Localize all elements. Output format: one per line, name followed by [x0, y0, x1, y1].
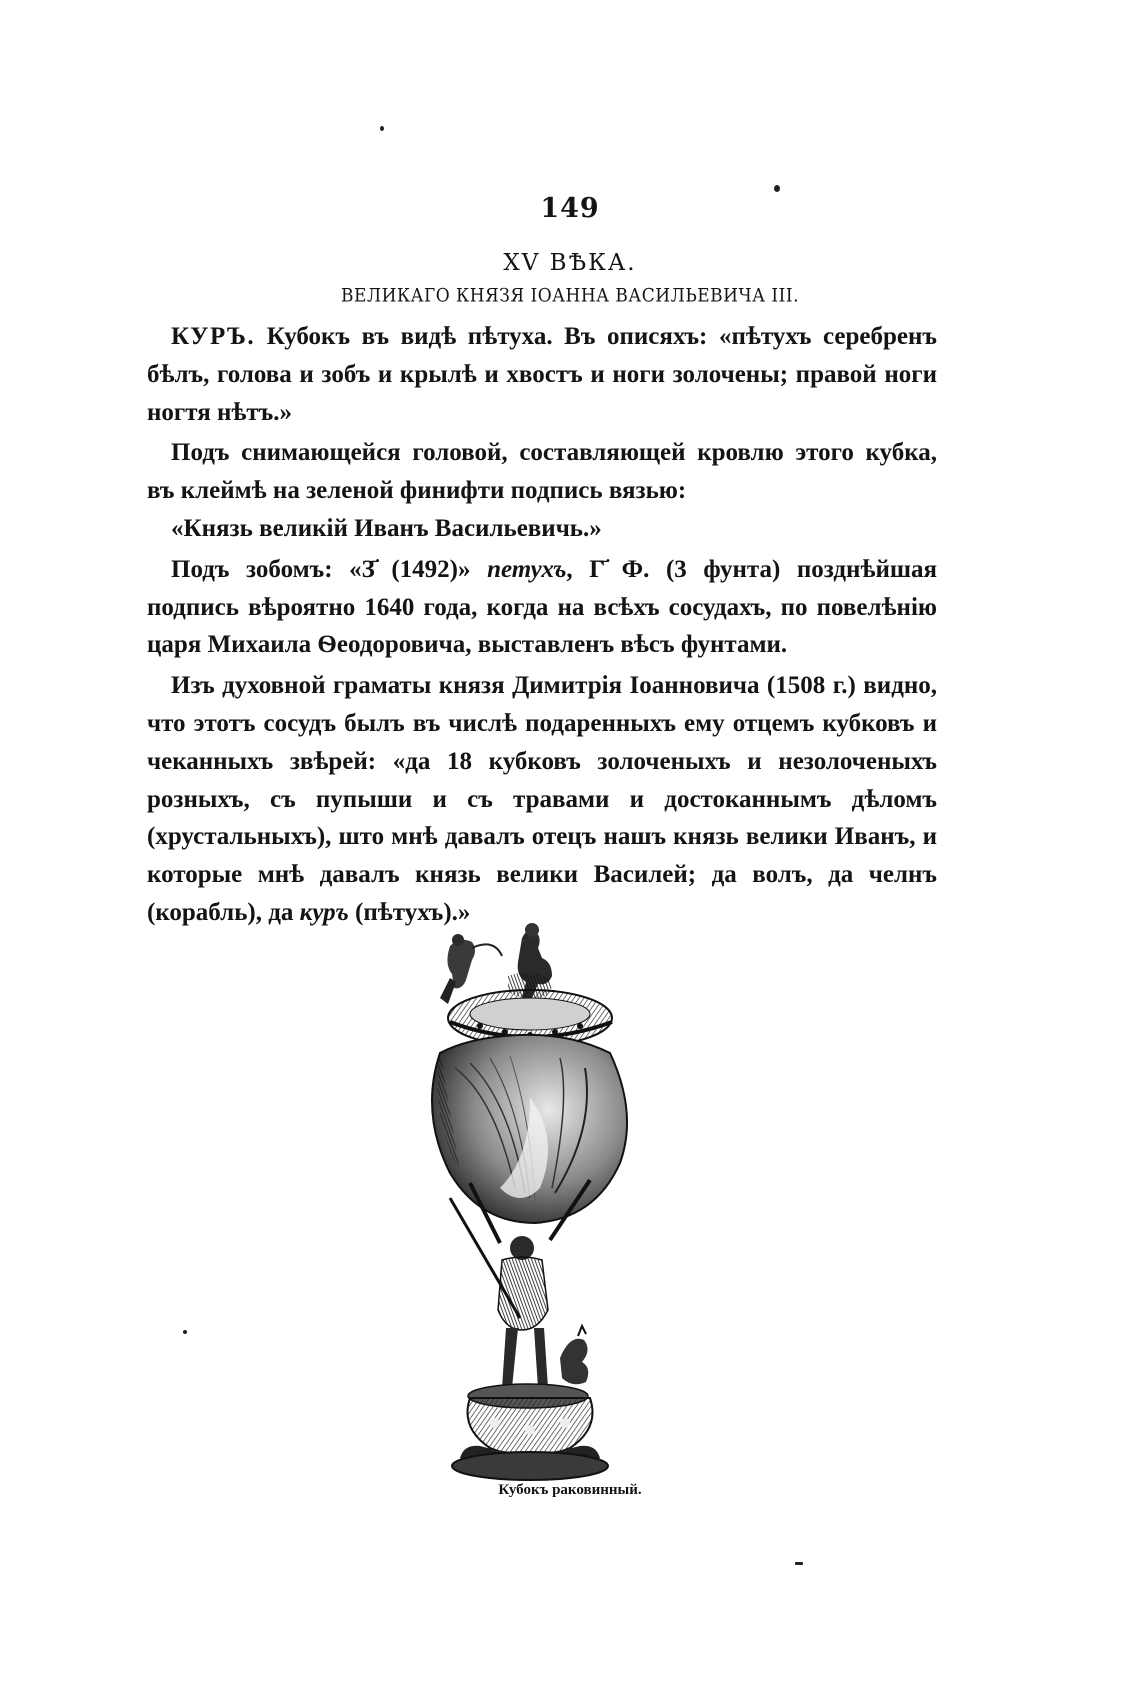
- shell-cup: [432, 1035, 627, 1223]
- scan-speck: [183, 1330, 187, 1334]
- italic-word: петухъ: [487, 555, 567, 583]
- paragraph: [147, 318, 937, 431]
- entry-term: КУРЪ.: [171, 323, 256, 350]
- base-creature: [560, 1326, 588, 1384]
- paragraph-text: Кубокъ въ видѣ пѣтуха. Въ описяхъ: «пѣтухъ серебренъ бѣлъ, голова и зобъ и крылѣ и хвостъ и ноги золочены; правой ноги ногтя нѣтъ.»: [147, 323, 937, 426]
- goblet-base: [452, 1384, 608, 1480]
- paragraph-text: , Г҃ Ф. (3 фунта) позднѣйшая подпись вѣроятно 1640 года, когда на всѣхъ сосудахъ, по повелѣнію царя Михаила Ѳеодоровича, выставленъ вѣсъ фунтами.: [147, 555, 937, 659]
- paragraph-text: (пѣтухъ).»: [348, 898, 471, 926]
- body-text: [147, 318, 937, 932]
- paragraph: [147, 667, 937, 932]
- section-subtitle: ВЕЛИКАГО КНЯЗЯ ІОАННА ВАСИЛЬЕВИЧА III.: [341, 285, 799, 307]
- italic-word: куръ: [299, 898, 349, 926]
- paragraph: [147, 551, 937, 664]
- rider-figure: [508, 923, 552, 998]
- section-title: XV ВѢКА.: [503, 250, 637, 276]
- page-number: 149: [540, 193, 600, 224]
- inscription-quote: «Князь великій Иванъ Васильевичь.»: [171, 514, 602, 542]
- paragraph-text: Подъ зобомъ: «З҃ (1492)»: [171, 555, 488, 583]
- scan-speck: [774, 185, 780, 192]
- paragraph-text: Изъ духовной граматы князя Димитрія Іоанновича (1508 г.) видно, что этотъ сосудъ былъ въ числѣ подаренныхъ ему отцемъ кубковъ и чеканныхъ звѣрей: «да 18 кубковъ золоченыхъ и незолоченыхъ розныхъ, съ пупыши и съ травами и достоканнымъ дѣломъ (хрустальныхъ), што мнѣ давалъ отецъ нашъ князь велики Иванъ, и которые мнѣ давалъ князь велики Василей; да волъ, да челнъ (корабль), да: [147, 672, 937, 926]
- figure-caption: Кубокъ раковинный.: [498, 1482, 642, 1498]
- paragraph: Подъ снимающейся головой, составляющей кровлю этого кубка, въ клеймѣ на зеленой финифти подпись вязью:: [147, 439, 937, 505]
- shell-goblet-illustration: [410, 918, 660, 1493]
- scan-speck: [380, 126, 384, 131]
- scan-speck: [795, 1562, 803, 1565]
